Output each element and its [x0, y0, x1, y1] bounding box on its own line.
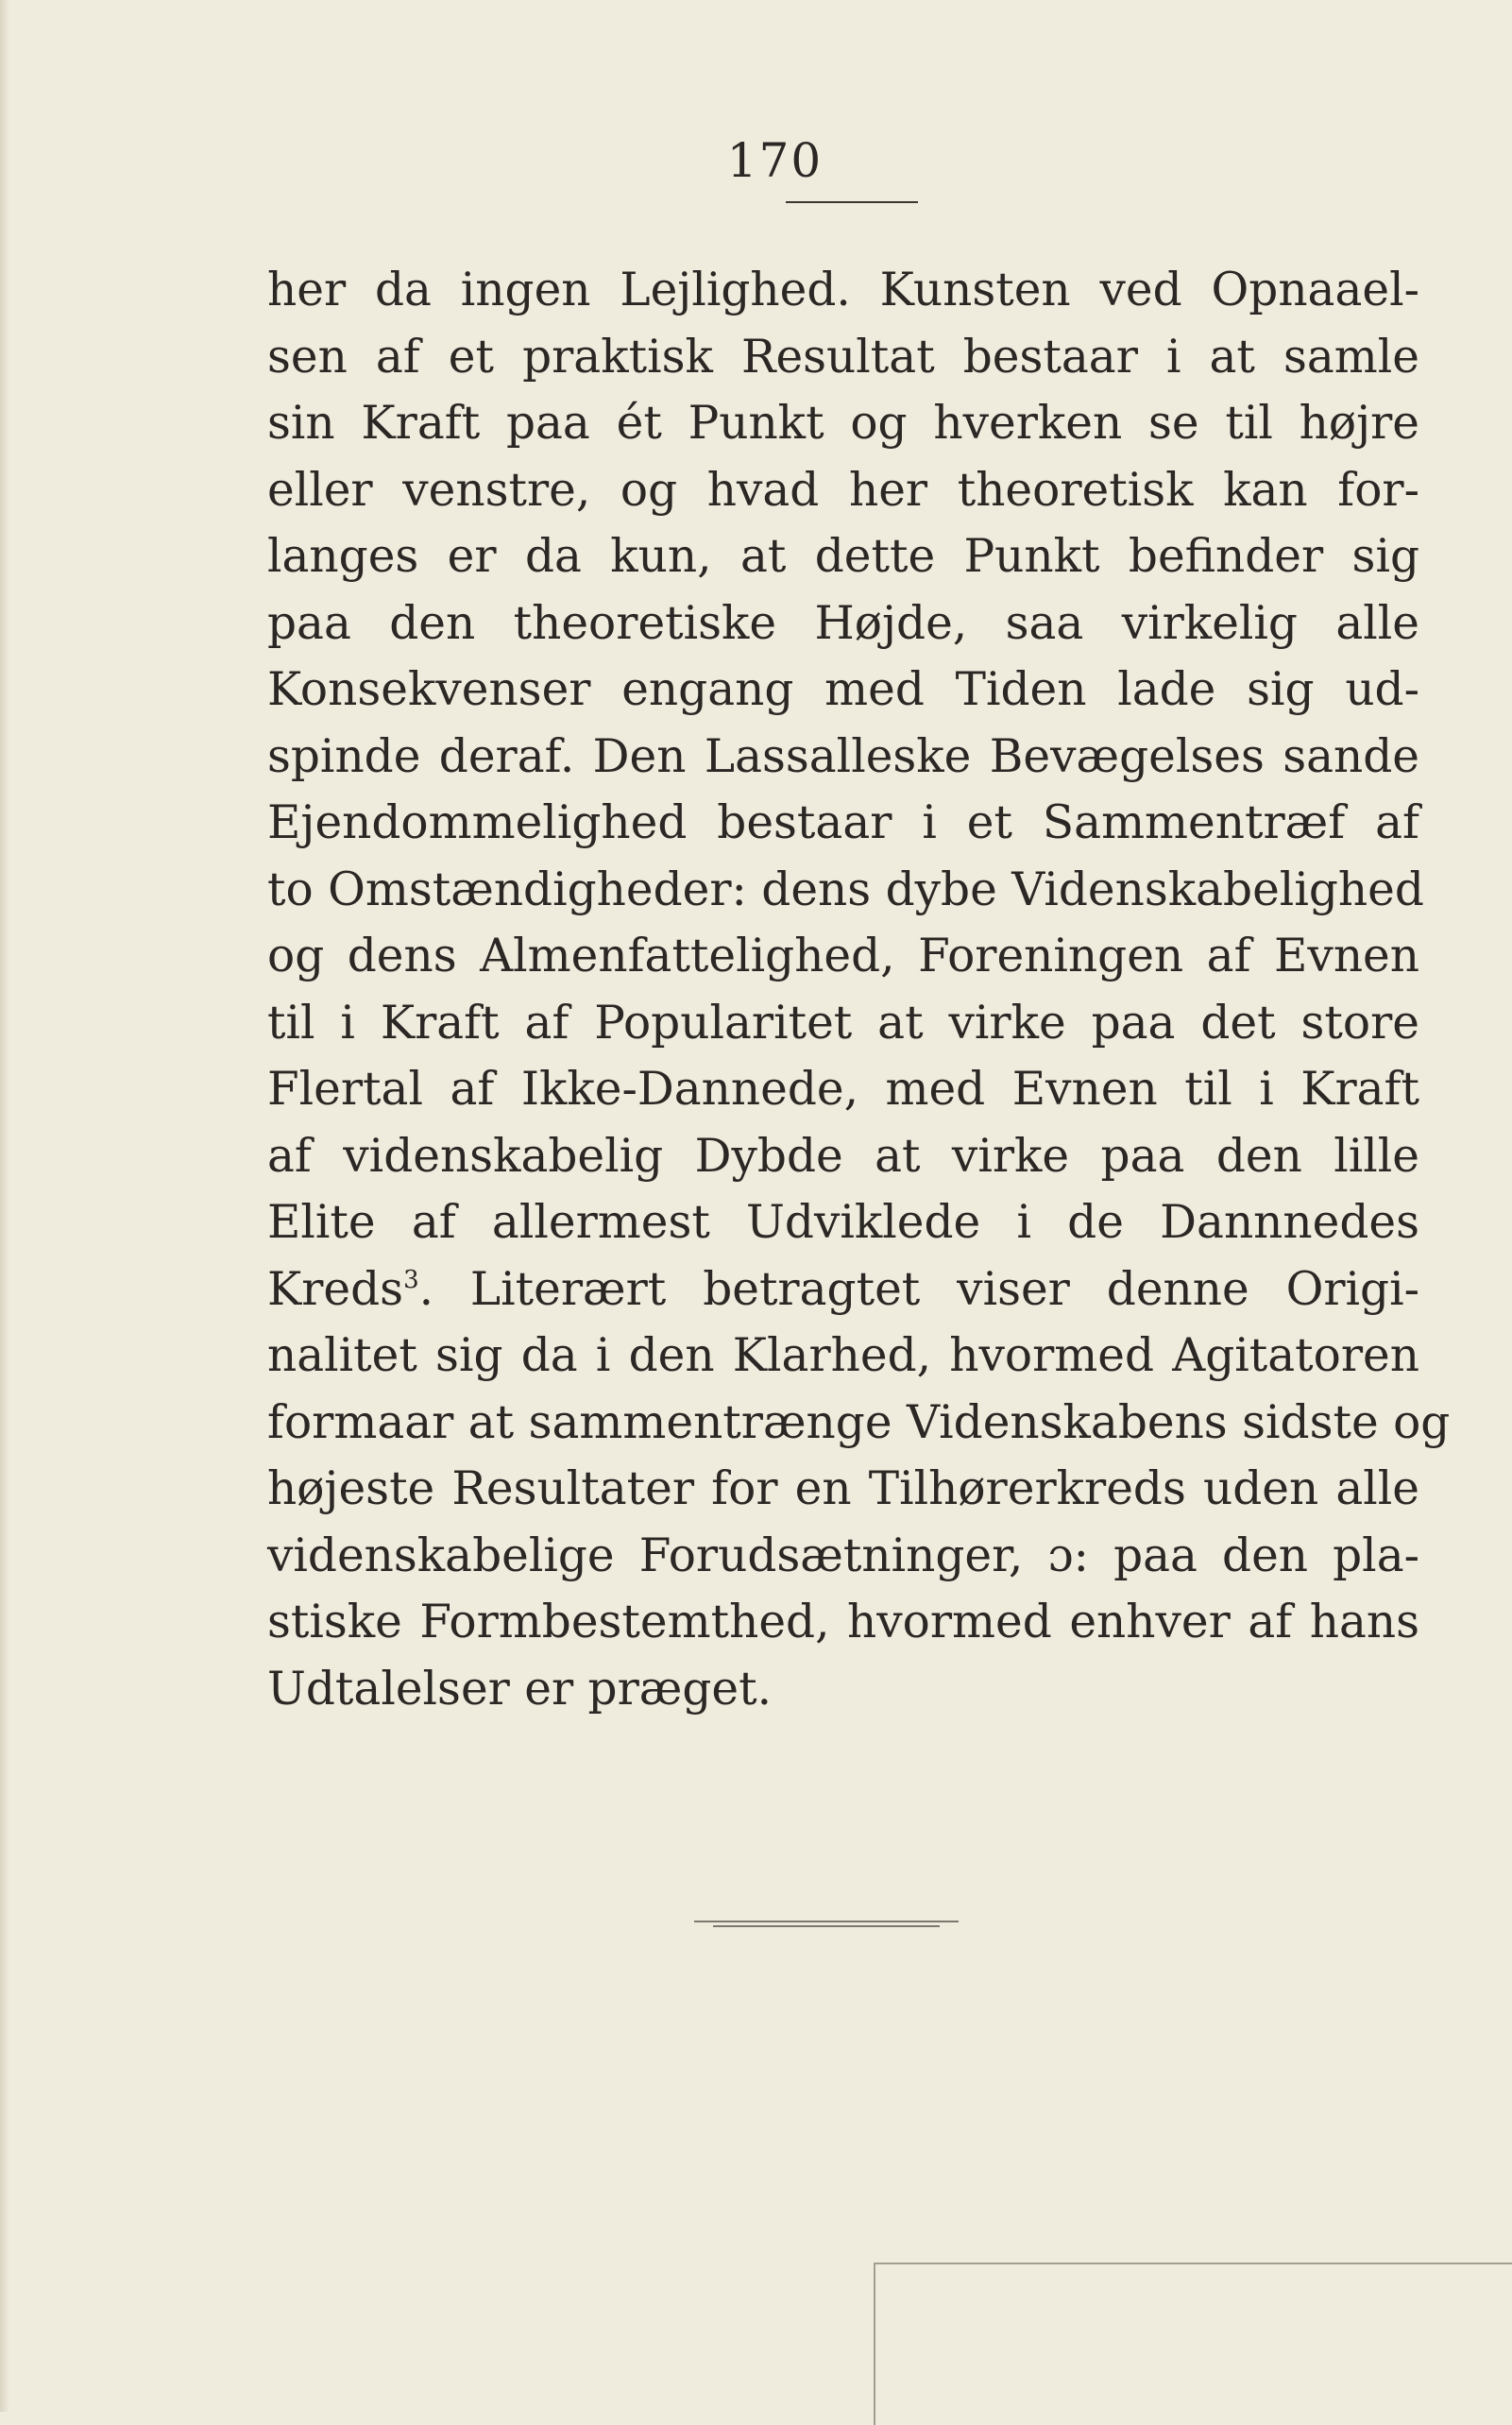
text-line: og dens Almenfattelighed, Foreningen af Evnen	[267, 930, 1419, 982]
body-text	[267, 257, 1451, 1722]
text-line: Konsekvenser engang med Tiden lade sig ud-	[267, 663, 1419, 716]
text-line: af videnskabelig Dybde at virke paa den lille	[267, 1129, 1419, 1183]
header-rule	[786, 201, 918, 203]
text-line: sin Kraft paa ét Punkt og hverken se til højre	[267, 397, 1419, 450]
text-line: videnskabelige Forudsætninger, ɔ: paa den pla-	[267, 1528, 1419, 1582]
text-line: Elite af allermest Udviklede i de Dannnedes	[267, 1196, 1419, 1249]
text-line: her da ingen Lejlighed. Kunsten ved Opnaael-	[267, 264, 1419, 316]
text-line: stiske Formbestemthed, hvormed enhver af hans	[267, 1596, 1419, 1648]
text-line: spinde deraf. Den Lassalleske Bevægelses sande	[267, 729, 1419, 783]
text-line: Flertal af Ikke-Dannede, med Evnen til i Kraft	[267, 1063, 1419, 1116]
text-line: formaar at sammentrænge Videnskabens sidste og	[267, 1395, 1451, 1449]
text-fragment: . Literært betragtet viser denne Origi-	[418, 1262, 1419, 1316]
text-line: to Omstændigheder: dens dybe Videnskabelighed	[267, 862, 1424, 916]
text-line: nalitet sig da i den Klarhed, hvormed Agitatoren	[267, 1329, 1419, 1382]
text-line: højeste Resultater for en Tilhørerkreds uden alle	[267, 1462, 1419, 1515]
text-line: langes er da kun, at dette Punkt befinder sig	[267, 530, 1419, 583]
text-line-with-footnote	[267, 1256, 1419, 1324]
page-edge	[0, 0, 9, 2412]
text-line: til i Kraft af Popularitet at virke paa det store	[267, 996, 1419, 1050]
text-line: paa den theoretiske Højde, saa virkelig alle	[267, 596, 1419, 650]
text-line: Udtalelser er præget.	[267, 1662, 773, 1716]
text-fragment: Kreds	[267, 1262, 404, 1316]
text-line: eller venstre, og hvad her theoretisk kan for-	[267, 463, 1419, 517]
text-line: sen af et praktisk Resultat bestaar i at samle	[267, 330, 1419, 384]
page-corner-mark	[874, 2263, 1512, 2425]
page-number: 170	[726, 133, 824, 188]
text-line: Ejendommelighed bestaar i et Sammentræf af	[267, 796, 1419, 849]
tailpiece-rule	[694, 1921, 959, 1930]
footnote-reference: 3	[403, 1265, 419, 1294]
